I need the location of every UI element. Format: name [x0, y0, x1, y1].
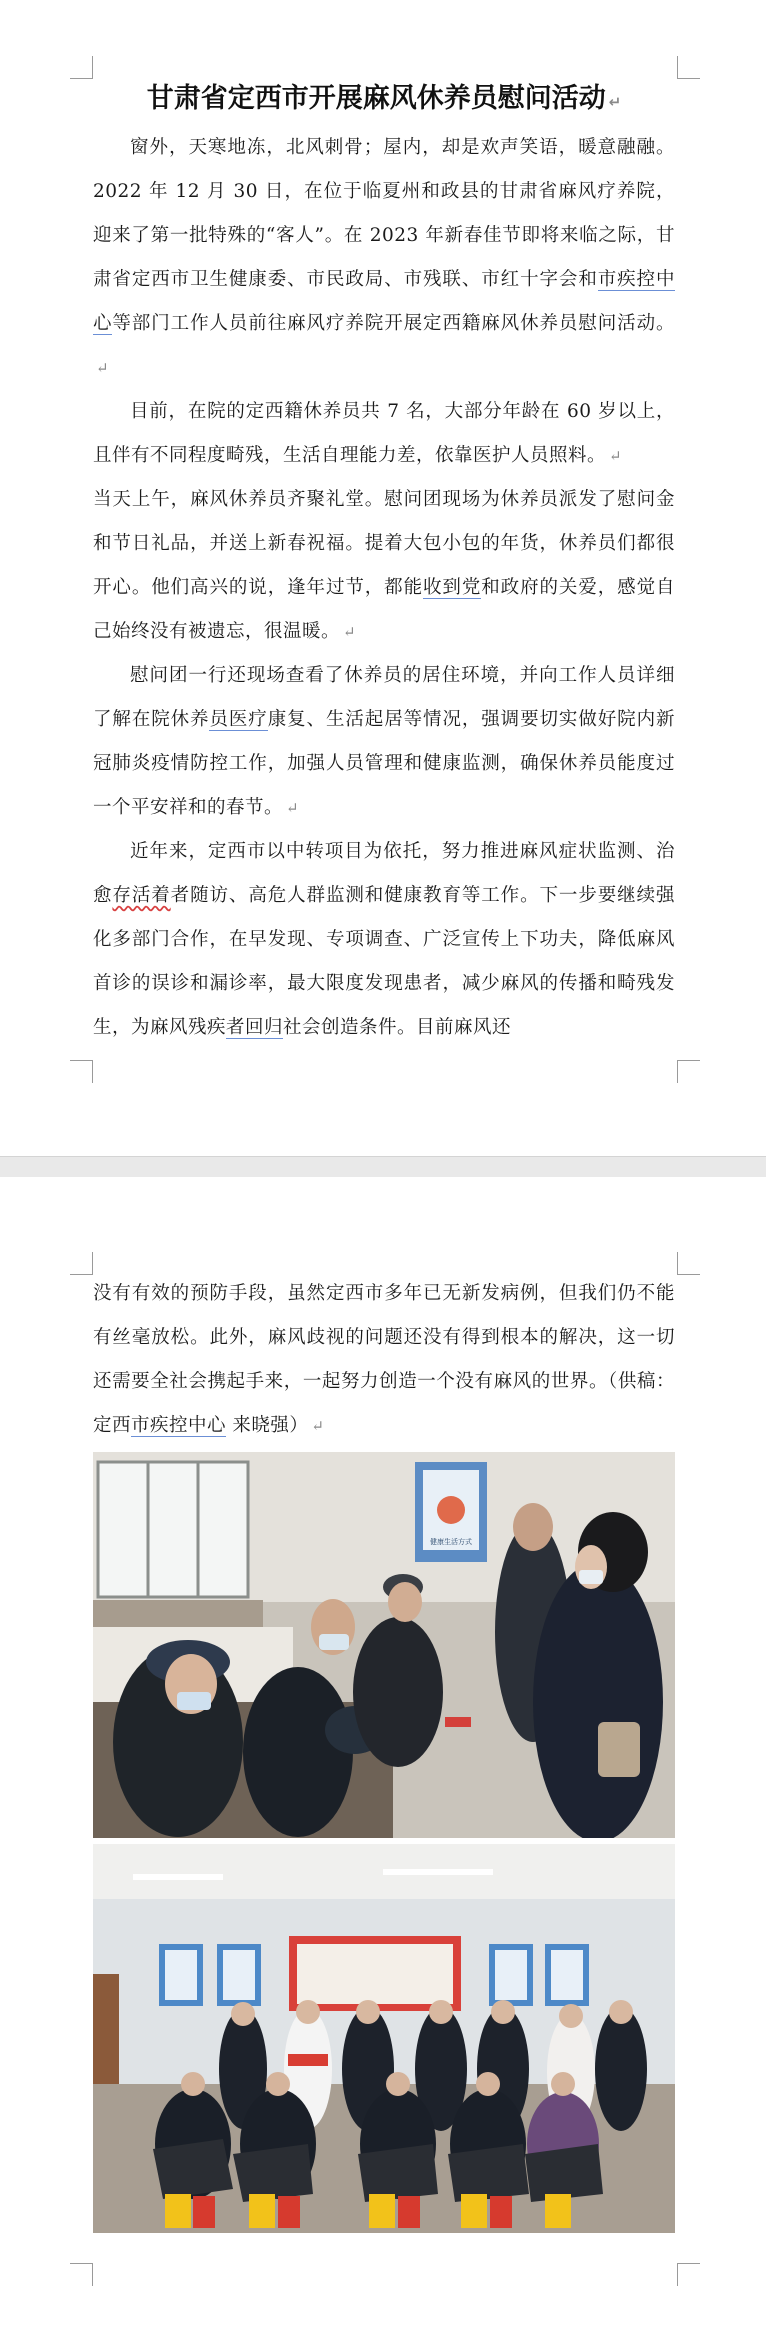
- grammar-flag: 收到党: [423, 577, 482, 598]
- page-break-gap: [0, 1156, 766, 1178]
- paragraph-2: 目前，在院的定西籍休养员共 7 名，大部分年龄在 60 岁以上，且伴有不同程度畸残，生活自理能力差，依靠医护人员照料。 ↵: [93, 401, 675, 466]
- document-page-1: [0, 0, 766, 1156]
- margin-corner-bottom-left: [70, 1060, 93, 1083]
- grammar-flag: 市疾控中心: [131, 1415, 227, 1436]
- photo-visit-handing-gift[interactable]: [93, 1452, 675, 1838]
- spelling-flag: 存活着: [112, 885, 171, 906]
- document-title: 甘肃省定西市开展麻风休养员慰问活动 ↵: [146, 83, 622, 114]
- margin-corner-top-left: [70, 1252, 93, 1275]
- document-page-2: [0, 1177, 766, 2336]
- margin-corner-top-right: [677, 1252, 700, 1275]
- page-1-body[interactable]: [93, 78, 675, 1050]
- photo-group-with-gifts[interactable]: [93, 1844, 675, 2233]
- paragraph-6: 没有有效的预防手段，虽然定西市多年已无新发病例，但我们仍不能有丝毫放松。此外，麻风歧视的问题还没有得到根本的解决，这一切还需要全社会携起手来，一起努力创造一个没有麻风的世界。（供稿：定西市疾控中心 来晓强） ↵: [93, 1283, 675, 1436]
- margin-corner-bottom-right: [677, 1060, 700, 1083]
- paragraph-4: 慰问团一行还现场查看了休养员的居住环境，并向工作人员详细了解在院休养员医疗康复、生活起居等情况，强调要切实做好院内新冠肺炎疫情防控工作，加强人员管理和健康监测，确保休养员能度过一个平安祥和的春节。 ↵: [93, 665, 675, 818]
- paragraph-3: 当天上午，麻风休养员齐聚礼堂。慰问团现场为休养员派发了慰问金和节日礼品，并送上新春祝福。提着大包小包的年货，休养员们都很开心。他们高兴的说，逢年过节，都能收到党和政府的关爱，感觉自己始终没有被遗忘，很温暖。 ↵: [93, 489, 675, 642]
- grammar-flag: 员医疗: [209, 709, 268, 730]
- margin-corner-bottom-left: [70, 2263, 93, 2286]
- paragraph-5: 近年来，定西市以中转项目为依托，努力推进麻风症状监测、治愈存活着者随访、高危人群监测和健康教育等工作。下一步要继续强化多部门合作，在早发现、专项调查、广泛宣传上下功夫，降低麻风首诊的误诊和漏诊率，最大限度发现患者，减少麻风的传播和畸残发生，为麻风残疾者回归社会创造条件。目前麻风还: [93, 841, 675, 1038]
- poster-text: 健康生活方式: [430, 1538, 472, 1546]
- grammar-flag: 市疾控中心: [93, 269, 675, 334]
- paragraph-1: 窗外，天寒地冻，北风刺骨；屋内，却是欢声笑语，暖意融融。2022 年 12 月 30 日，在位于临夏州和政县的甘肃省麻风疗养院，迎来了第一批特殊的“客人”。在 2023 年新春佳节即将来临之际，甘肃省定西市卫生健康委、市民政局、市残联、市红十字会和市疾控中心等部门工作人员前往麻风疗养院开展定西籍麻风休养员慰问活动。↵: [93, 137, 675, 377]
- margin-corner-top-right: [677, 56, 700, 79]
- page-2-body[interactable]: [93, 1272, 675, 1448]
- grammar-flag: 者回归: [226, 1017, 284, 1038]
- margin-corner-top-left: [70, 56, 93, 79]
- margin-corner-bottom-right: [677, 2263, 700, 2286]
